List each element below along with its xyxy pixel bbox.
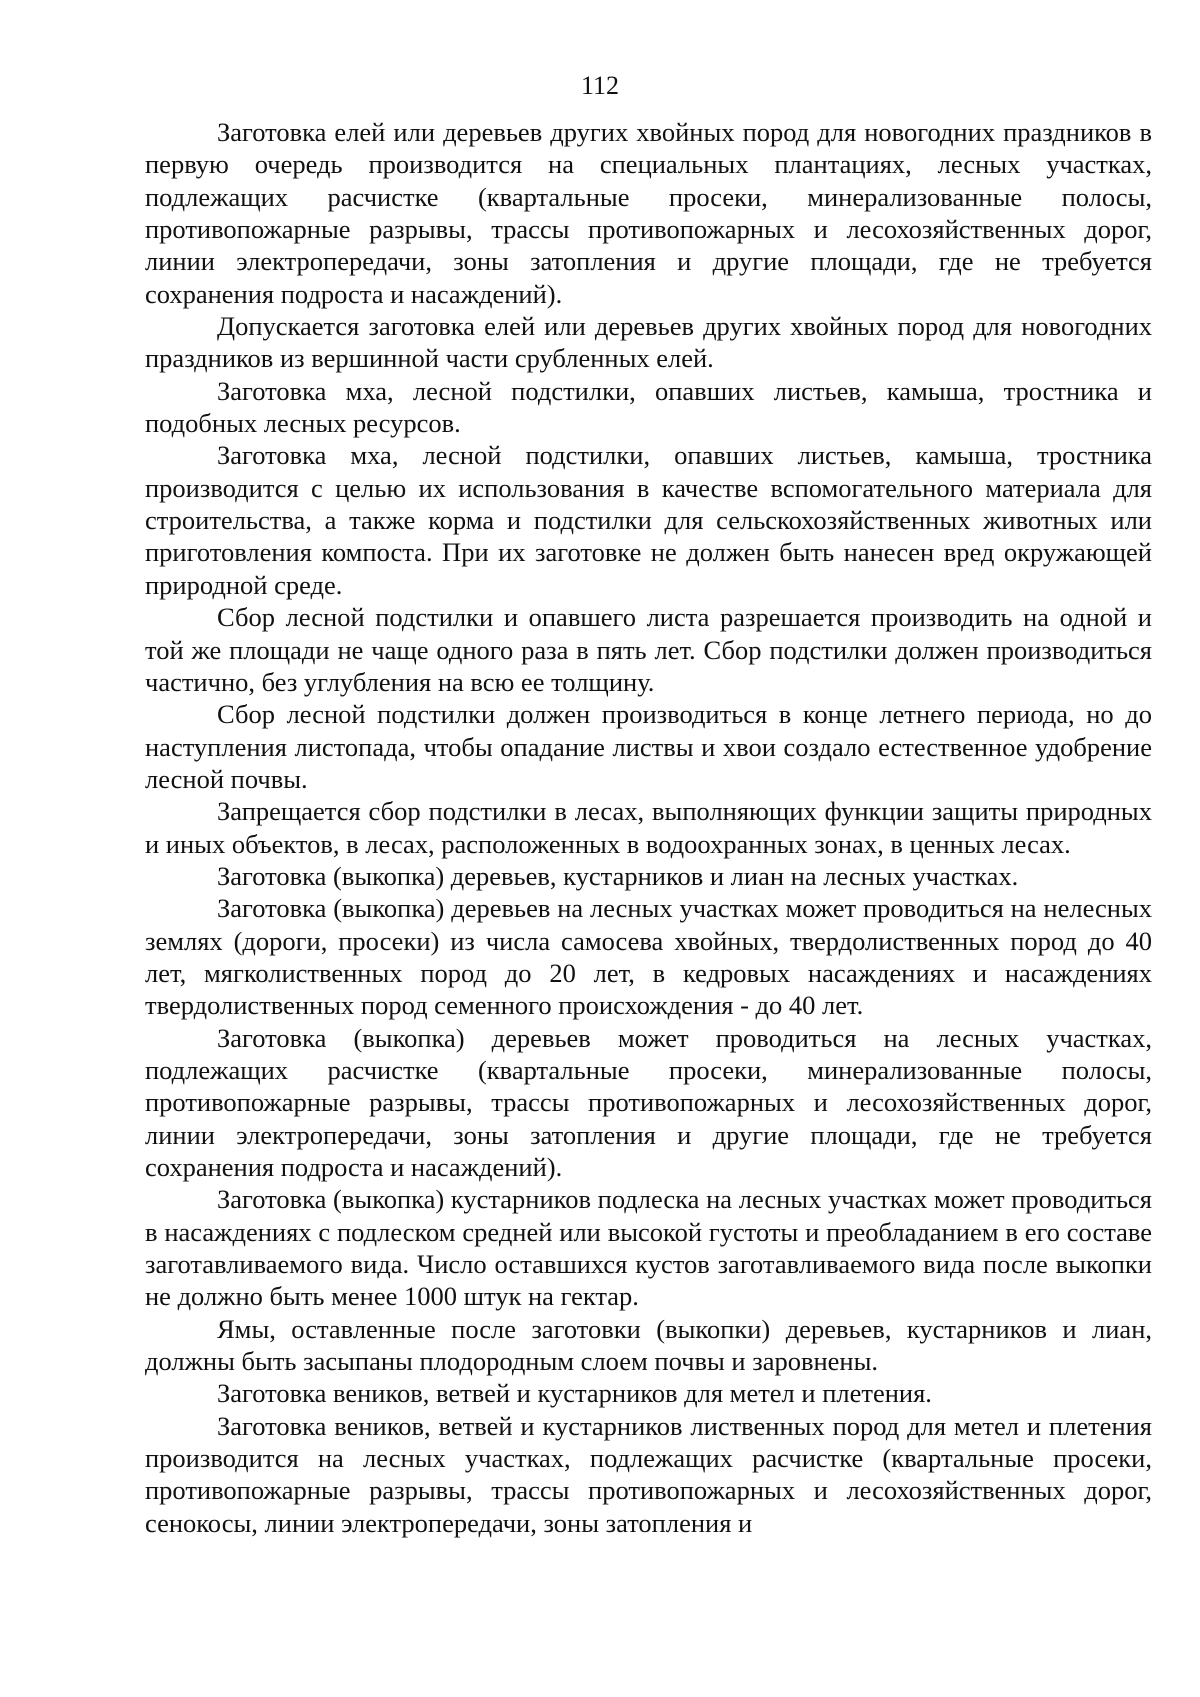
paragraph: Заготовка (выкопка) кустарников подлеска на лесных участках может проводиться в насаждениях с подлеском средней или высокой густоты и преобладанием в его составе заготавливаемого вида. Число оставшихся кустов заготавливаемого вида после выкопки не должно быть менее 1000 штук на гектар. (145, 1184, 1152, 1312)
document-body (145, 116, 1152, 1539)
paragraph: Ямы, оставленные после заготовки (выкопки) деревьев, кустарников и лиан, должны быть засыпаны плодородным слоем почвы и заровнены. (145, 1313, 1152, 1377)
paragraph: Заготовка мха, лесной подстилки, опавших листьев, камыша, тростника производится с целью их использования в качестве вспомогательного материала для строительства, а также корма и подстилки для сельскохозяйственных животных или приготовления компоста. При их заготовке не должен быть нанесен вред окружающей природной среде. (145, 440, 1152, 600)
paragraph: Сбор лесной подстилки и опавшего листа разрешается производить на одной и той же площади не чаще одного раза в пять лет. Сбор подстилки должен производиться частично, без углубления на всю ее толщину. (145, 602, 1152, 697)
paragraph: Заготовка елей или деревьев других хвойных пород для новогодних праздников в первую очередь производится на специальных плантациях, лесных участках, подлежащих расчистке (квартальные просеки, минерализованные полосы, противопожарные разрывы, трассы противопожарных и лесохозяйственных дорог, линии электропередачи, зоны затопления и другие площади, где не требуется сохранения подроста и насаждений). (145, 117, 1152, 309)
paragraph: Заготовка мха, лесной подстилки, опавших листьев, камыша, тростника и подобных лесных ресурсов. (145, 375, 1152, 439)
paragraph: Заготовка веников, ветвей и кустарников лиственных пород для метел и плетения производится на лесных участках, подлежащих расчистке (квартальные просеки, противопожарные разрывы, трассы противопожарных и лесохозяйственных дорог, сенокосы, линии электропередачи, зоны затопления и (145, 1410, 1152, 1538)
paragraph: Заготовка (выкопка) деревьев, кустарников и лиан на лесных участках. (217, 860, 1019, 891)
paragraph: Заготовка (выкопка) деревьев может проводиться на лесных участках, подлежащих расчистке (квартальные просеки, минерализованные полосы, противопожарные разрывы, трассы противопожарных и лесохозяйственных дорог, линии электропередачи, зоны затопления и другие площади, где не требуется сохранения подроста и насаждений). (145, 1022, 1152, 1182)
paragraph: Заготовка веников, ветвей и кустарников для метел и плетения. (217, 1378, 932, 1409)
paragraph: Допускается заготовка елей или деревьев других хвойных пород для новогодних праздников из вершинной части срубленных елей. (145, 311, 1152, 374)
paragraph: Сбор лесной подстилки должен производиться в конце летнего периода, но до наступления листопада, чтобы опадание листвы и хвои создало естественное удобрение лесной почвы. (145, 699, 1152, 794)
paragraph: Запрещается сбор подстилки в лесах, выполняющих функции защиты природных и иных объектов, в лесах, расположенных в водоохранных зонах, в ценных лесах. (145, 796, 1152, 859)
paragraph: Заготовка (выкопка) деревьев на лесных участках может проводиться на нелесных землях (дороги, просеки) из числа самосева хвойных, твердолиственных пород до 40 лет, мягколиственных пород до 20 лет, в кедровых насаждениях и насаждениях твердолиственных пород семенного происхождения - до 40 лет. (145, 893, 1152, 1021)
page-number: 112 (580, 71, 620, 100)
